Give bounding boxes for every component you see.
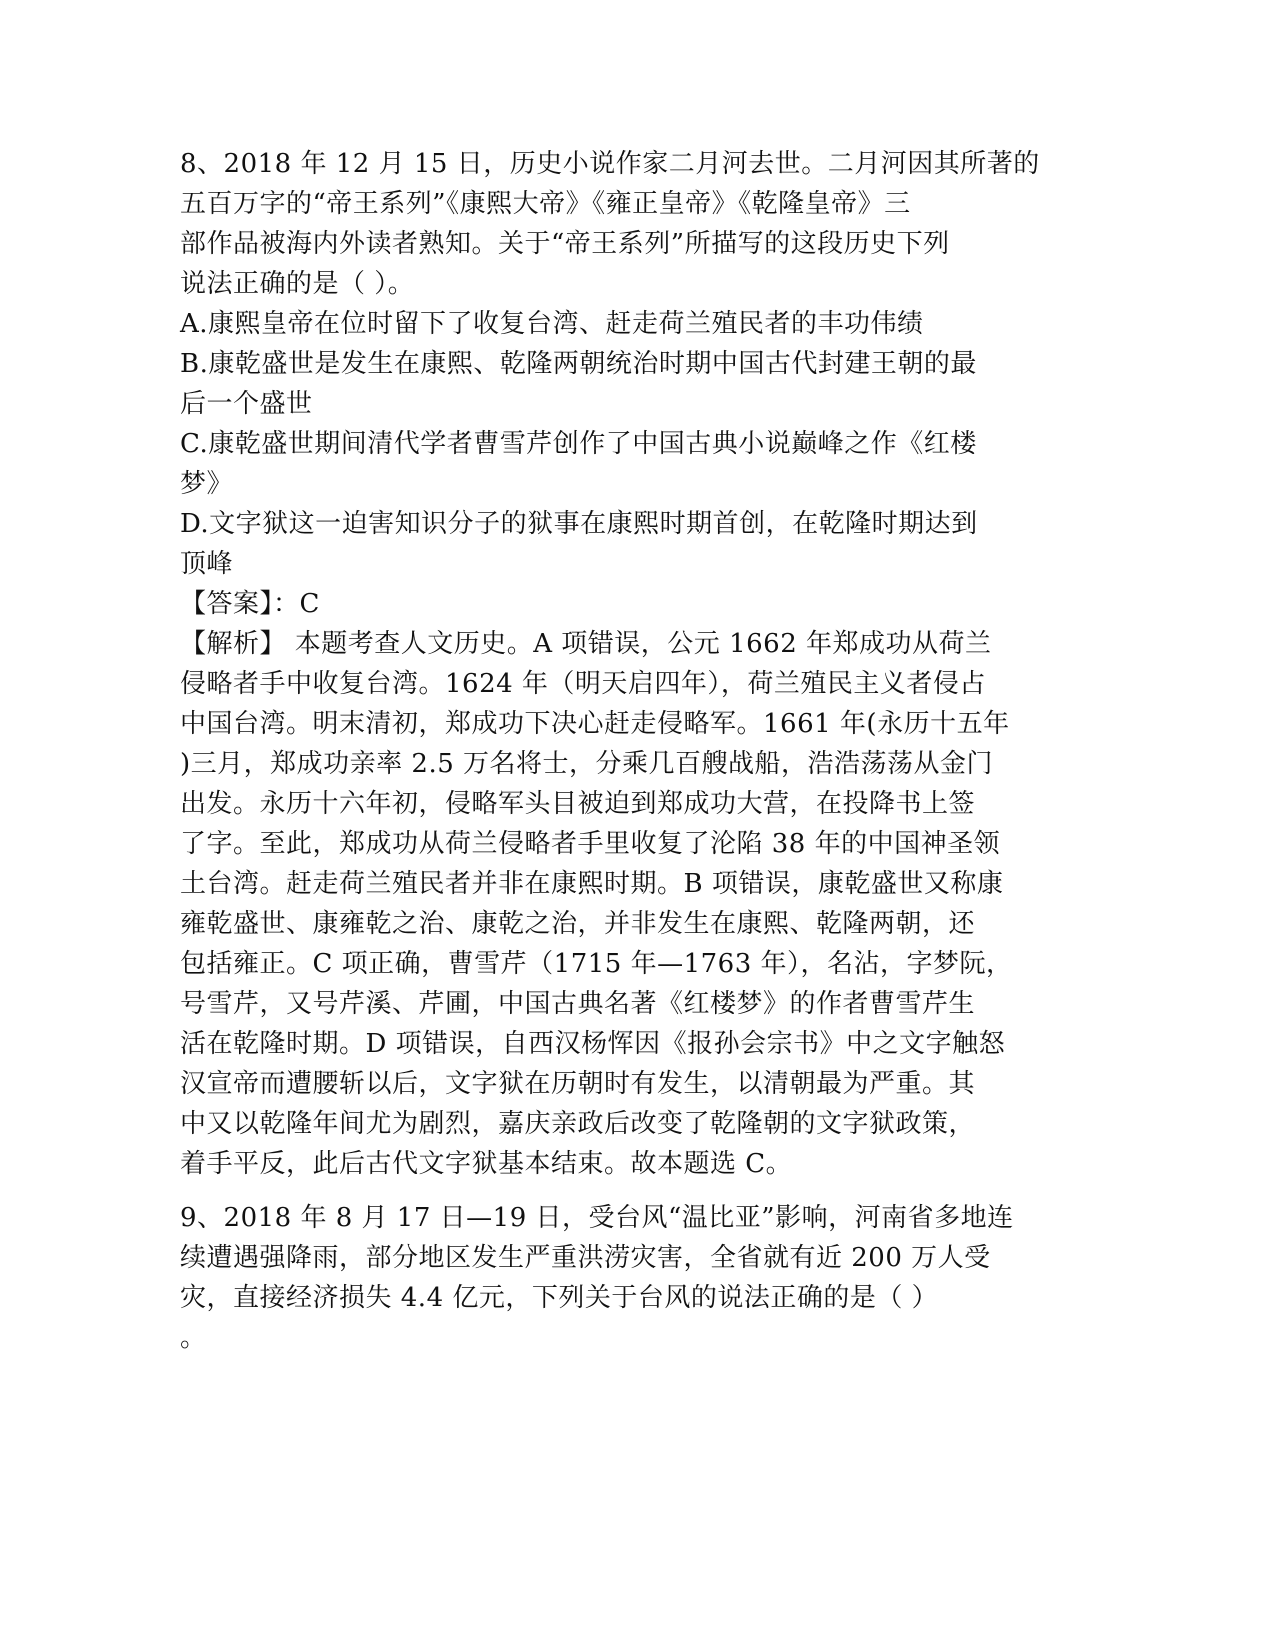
analysis-line: 活在乾隆时期。D 项错误，自西汉杨恽因《报孙会宗书》中之文字触怒 xyxy=(180,1029,1006,1059)
option-line: 后一个盛世 xyxy=(180,389,313,419)
analysis-line: )三月，郑成功亲率 2.5 万名将士，分乘几百艘战船，浩浩荡荡从金门 xyxy=(180,749,994,779)
option-line: B.康乾盛世是发生在康熙、乾隆两朝统治时期中国古代封建王朝的最 xyxy=(180,349,977,379)
stem-line: 说法正确的是（ ）。 xyxy=(180,269,415,299)
option-line: D.文字狱这一迫害知识分子的狱事在康熙时期首创，在乾隆时期达到 xyxy=(180,509,978,539)
analysis-line: 了字。至此，郑成功从荷兰侵略者手里收复了沦陷 38 年的中国神圣领 xyxy=(180,829,1001,859)
analysis-line: 土台湾。赶走荷兰殖民者并非在康熙时期。B 项错误，康乾盛世又称康 xyxy=(180,869,1004,899)
analysis-line: 出发。永历十六年初，侵略军头目被迫到郑成功大营，在投降书上签 xyxy=(180,789,976,819)
option-d xyxy=(180,504,1080,584)
option-c xyxy=(180,424,1080,504)
stem-line: 灾，直接经济损失 4.4 亿元，下列关于台风的说法正确的是（ ） xyxy=(180,1283,939,1313)
analysis-line: 着手平反，此后古代文字狱基本结束。故本题选 C。 xyxy=(180,1149,793,1179)
analysis-block xyxy=(180,624,1080,1184)
stem-line: 五百万字的“帝王系列”《康熙大帝》《雍正皇帝》《乾隆皇帝》三 xyxy=(180,189,911,219)
document-page xyxy=(180,144,1080,1358)
analysis-line: 中国台湾。明末清初，郑成功下决心赶走侵略军。1661 年(永历十五年 xyxy=(180,709,1010,739)
option-b xyxy=(180,344,1080,424)
option-line: 梦》 xyxy=(180,469,234,499)
analysis-line: 雍乾盛世、康雍乾之治、康乾之治，并非发生在康熙、乾隆两朝，还 xyxy=(180,909,976,939)
question-9 xyxy=(180,1198,1080,1358)
analysis-line: 【解析】 本题考查人文历史。A 项错误，公元 1662 年郑成功从荷兰 xyxy=(180,629,992,659)
stem-line: 8、2018 年 12 月 15 日，历史小说作家二月河去世。二月河因其所著的 xyxy=(180,149,1040,179)
analysis-line: 包括雍正。C 项正确，曹雪芹（1715 年—1763 年），名沾，字梦阮， xyxy=(180,949,1013,979)
question-8-stem xyxy=(180,144,1080,304)
analysis-line: 汉宣帝而遭腰斩以后，文字狱在历朝时有发生，以清朝最为严重。其 xyxy=(180,1069,976,1099)
stem-line: 。 xyxy=(180,1323,207,1353)
answer-line: 【答案】：C xyxy=(180,589,320,619)
option-line: A.康熙皇帝在位时留下了收复台湾、赶走荷兰殖民者的丰功伟绩 xyxy=(180,309,924,339)
stem-line: 续遭遇强降雨，部分地区发生严重洪涝灾害，全省就有近 200 万人受 xyxy=(180,1243,991,1273)
question-8 xyxy=(180,144,1080,1184)
option-a xyxy=(180,304,1080,344)
analysis-line: 侵略者手中收复台湾。1624 年（明天启四年），荷兰殖民主义者侵占 xyxy=(180,669,986,699)
question-spacer xyxy=(180,1184,1080,1198)
stem-line: 部作品被海内外读者熟知。关于“帝王系列”所描写的这段历史下列 xyxy=(180,229,950,259)
stem-line: 9、2018 年 8 月 17 日—19 日，受台风“温比亚”影响，河南省多地连 xyxy=(180,1203,1014,1233)
analysis-line: 中又以乾隆年间尤为剧烈，嘉庆亲政后改变了乾隆朝的文字狱政策， xyxy=(180,1109,976,1139)
option-line: 顶峰 xyxy=(180,549,234,579)
option-line: C.康乾盛世期间清代学者曹雪芹创作了中国古典小说巅峰之作《红楼 xyxy=(180,429,977,459)
analysis-line: 号雪芹，又号芹溪、芹圃，中国古典名著《红楼梦》的作者曹雪芹生 xyxy=(180,989,976,1019)
